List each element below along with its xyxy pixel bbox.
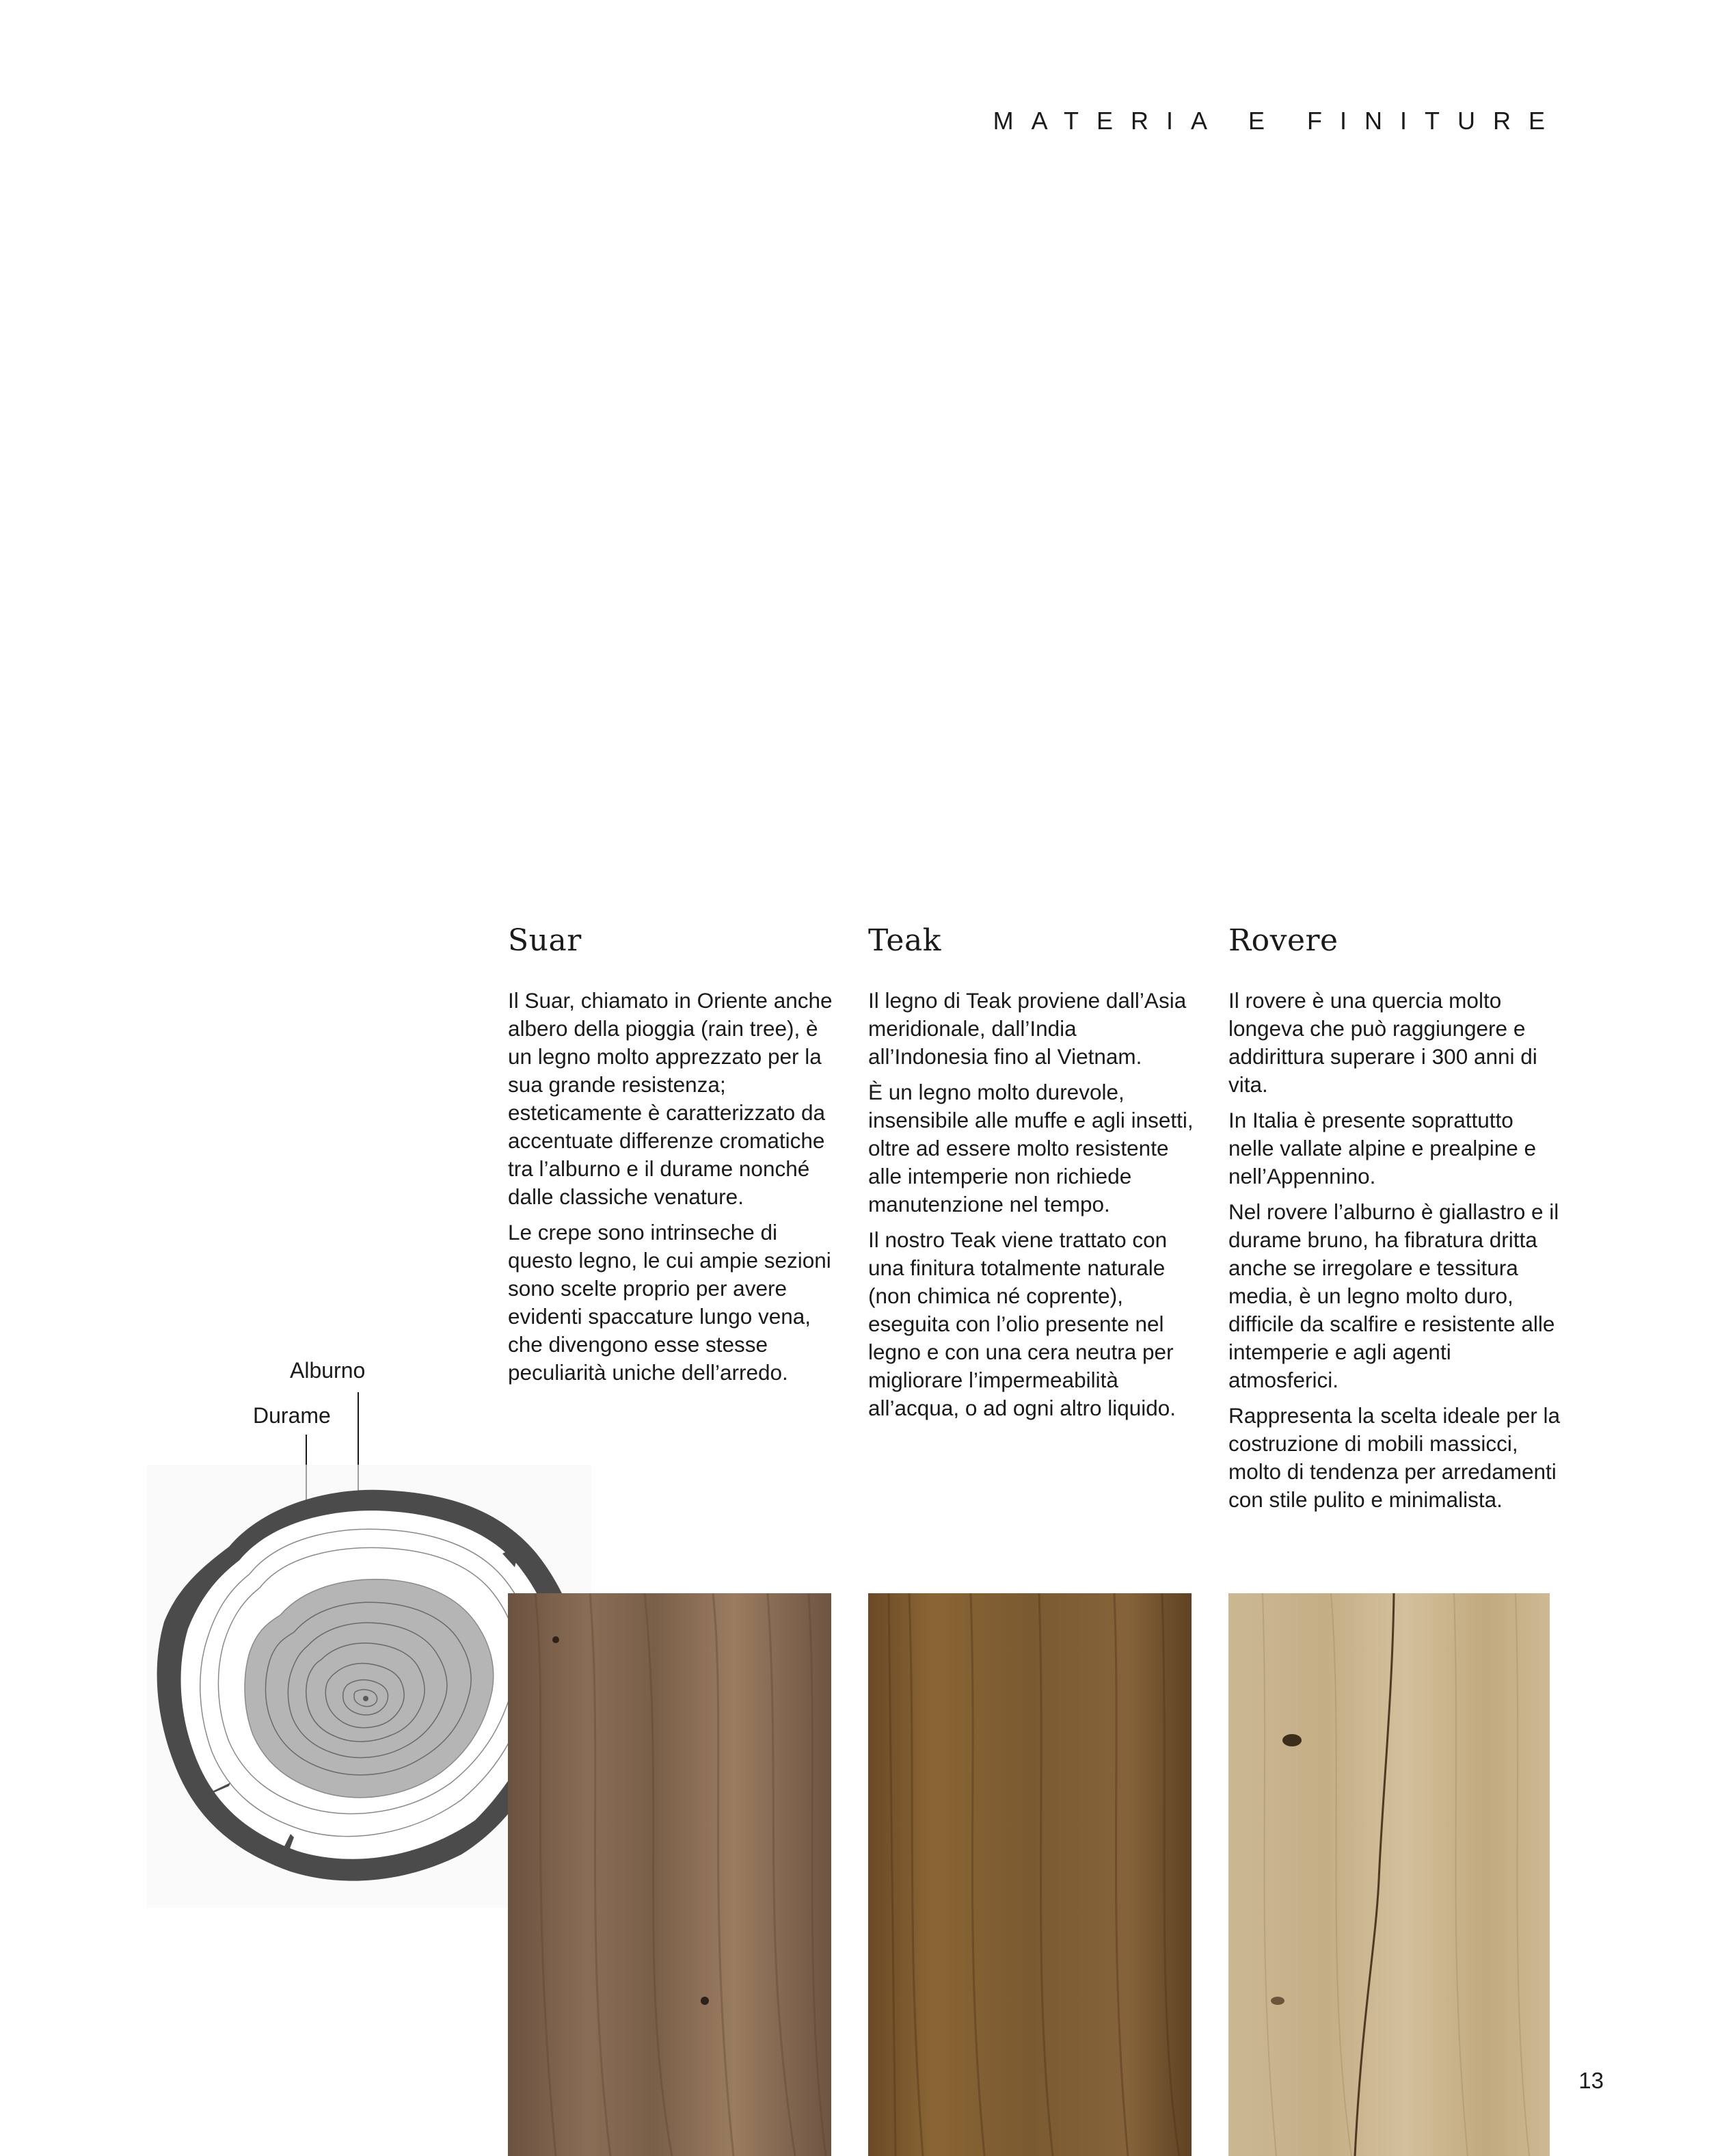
diagram-label-durame: Durame (253, 1403, 331, 1428)
page-number: 13 (1578, 2068, 1604, 2093)
wood-description-paragraph: Le crepe sono intrinseche di questo legno, le cui ampie sezioni sono scelte proprio per avere evidenti spaccature lungo vena, che divengono esse stesse peculiarità uniche dell’arredo. (508, 1220, 831, 1385)
diagram-label-alburno: Alburno (290, 1358, 366, 1383)
wood-column-rovere (1228, 923, 1563, 1521)
wood-description-paragraph: Il rovere è una quercia molto longeva che può raggiungere e addirittura superare i 300 anni di vita. (1228, 988, 1537, 1097)
wood-column-suar (508, 923, 836, 1394)
wood-description-paragraph: È un legno molto durevole, insensibile alle muffe e agli insetti, oltre ad essere molto resistente alle intemperie non richiede manutenzione nel tempo. (868, 1080, 1194, 1216)
wood-title-rovere: Rovere (1228, 923, 1338, 958)
wood-column-teak (868, 923, 1196, 1430)
wood-description-paragraph: In Italia è presente soprattutto nelle vallate alpine e prealpine e nell’Appennino. (1228, 1108, 1537, 1188)
wood-title-suar: Suar (508, 923, 582, 958)
wood-swatch-teak (868, 1593, 1192, 2156)
wood-description-paragraph: Il legno di Teak proviene dall’Asia meridionale, dall’India all’Indonesia fino al Vietnam. (868, 988, 1187, 1069)
page-section-title: MATERIA E FINITURE (993, 107, 1563, 135)
wood-swatch-rovere (1228, 1593, 1550, 2156)
wood-title-teak: Teak (868, 923, 941, 958)
wood-swatch-suar (508, 1593, 831, 2156)
wood-description-paragraph: Rappresenta la scelta ideale per la costruzione di mobili massicci, molto di tendenza per arredamenti con stile pulito e minimalista. (1228, 1403, 1561, 1512)
wood-description-paragraph: Il Suar, chiamato in Oriente anche albero della pioggia (rain tree), è un legno molto apprezzato per la sua grande resistenza; esteticamente è caratterizzato da accentuate differenze cromatiche tra l’alburno e il durame nonché dalle classiche venature. (508, 988, 833, 1209)
wood-description-paragraph: Il nostro Teak viene trattato con una finitura totalmente naturale (non chimica né coprente), eseguita con l’olio presente nel legno e con una cera neutra per migliorare l’impermeabilità all’acqua, o ad ogni altro liquido. (868, 1227, 1176, 1420)
wood-description-paragraph: Nel rovere l’alburno è giallastro e il durame bruno, ha fibratura dritta anche se irregolare e tessitura media, è un legno molto duro, difficile da scalfire e resistente alle intemperie e agli agenti atmosferici. (1228, 1199, 1559, 1392)
